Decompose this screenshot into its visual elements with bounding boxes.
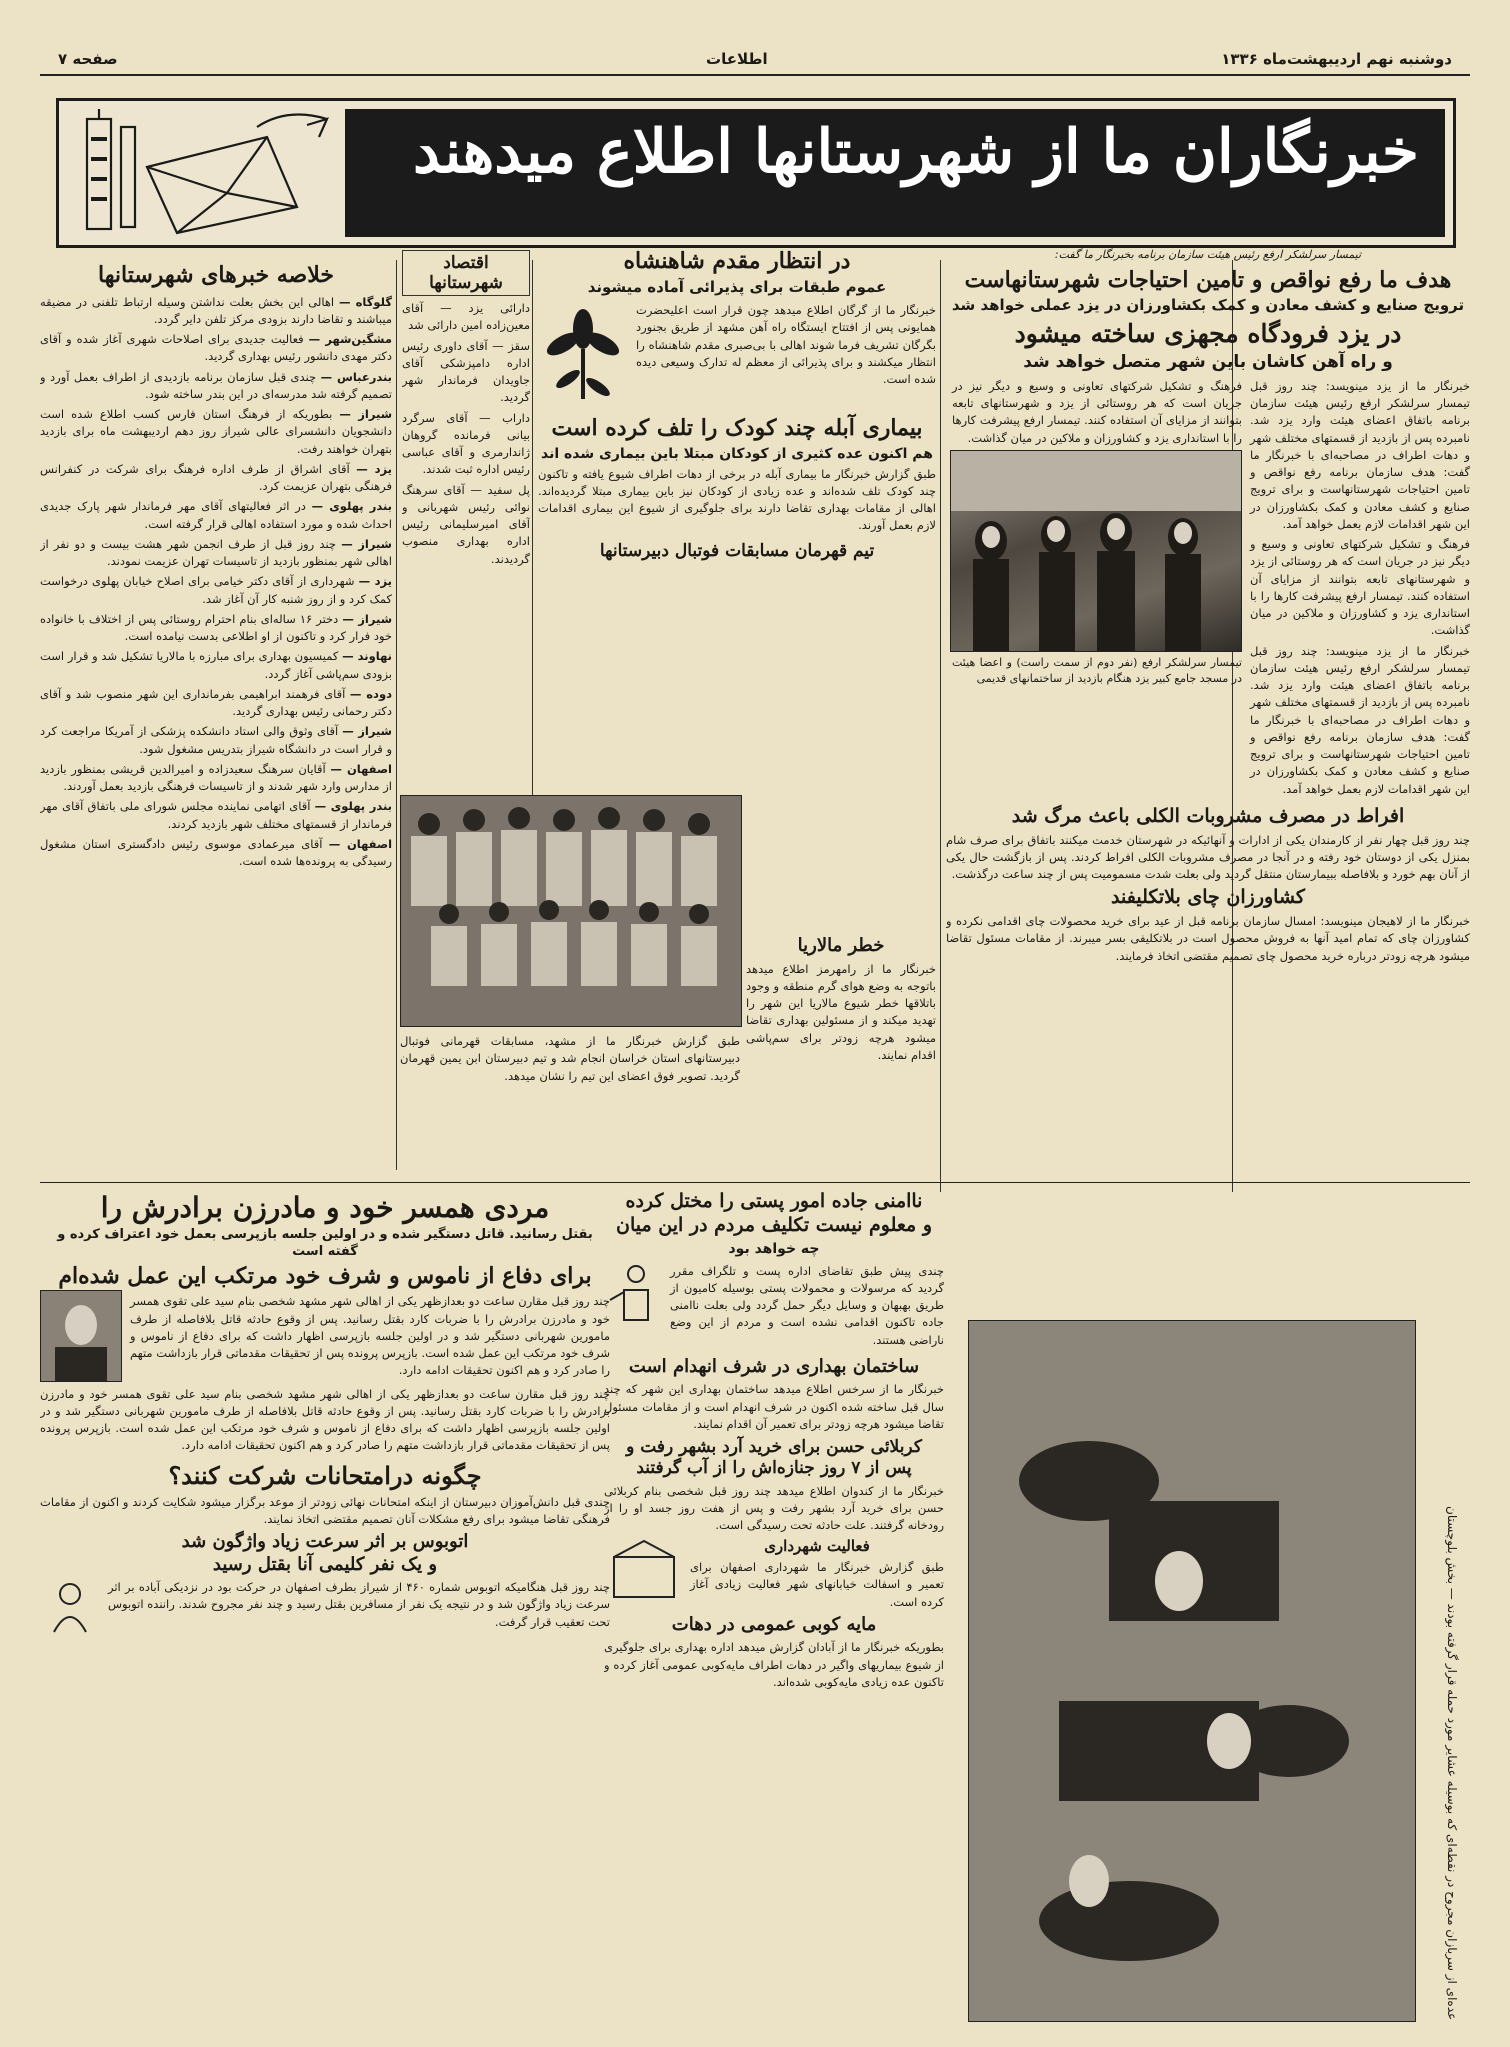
summary-item-city: بندرعباس — [320,369,392,384]
summary-item-text: آقای فرهمند ابراهیمی بفرمانداری این شهر منصوب شد و آقای دکتر رحمانی رئیس بهداری گردید. [40,686,392,718]
provincial-news-summary [40,262,392,1182]
lower-left-stories [40,1190,610,2030]
murder-body: چند روز قبل مقارن ساعت دو بعدازظهر یکی از اهالی شهر مشهد شخصی بنام سید علی تقوی همسر خود و مادرزن برادرش را با ضربات کارد بقتل رسانید. پس از وقوع حادثه قاتل بلافاصله از طرف مامورین شهربانی دستگیر شد و در اولین جلسه بازپرسی اظهار داشت که برای دفاع از ناموس و شرف خود مرتکب این عمل شده است. بازپرس پرونده پس از تحقیقات مقدماتی قرار بازداشت متهم را صادر کرد و هم اکنون تحقیقات ادامه دارد. [130,1294,610,1378]
running-paper-name: اطلاعات [706,50,768,68]
summary-item-city: شیراز — [342,724,392,739]
suspect-portrait [40,1290,122,1382]
economy-item-4: پل سفید — آقای سرهنگ نوائی رئیس شهربانی و آقای امیرسلیمانی رئیس اداره بهداری منصوب گردیدند. [402,482,530,566]
summary-item [40,536,392,571]
headline-bus-2: و یک نفر کلیمی آنا بقتل رسید [212,1553,438,1575]
summary-item-city: اصفهان — [328,836,392,851]
bus-body: چند روز قبل هنگامیکه اتوبوس شماره ۴۶۰ از شیراز بطرف اصفهان در حرکت بود در نزدیکی آباده بر اثر سرعت زیاد واژگون شد و در نتیجه یک نفر از مسافرین بقتل رسید و چند نفر مجروح شدند. راننده اتوبوس تحت تعقیب قرار گرفت. [108,1580,610,1629]
soldiers-photo-figures [969,1321,1415,2021]
summary-item-city: نهاوند — [342,649,392,664]
headline-road-insecurity-3: چه خواهد بود [728,1240,820,1257]
provincial-economy-logo: اقتصاد شهرستانها [402,250,530,296]
headline-karbalai-1: کربلائی حسن برای خرید آرد بشهر رفت و [626,1437,922,1458]
headline-malaria: خطر مالاریا [797,935,885,956]
summary-item [40,836,392,871]
running-page-number: صفحه ۷ [58,50,118,68]
yazd-photo [950,450,1242,652]
summary-item-city: شیراز — [339,407,392,421]
summary-item-text: آقای میرعمادی موسوی رئیس دادگستری استان مشغول رسیدگی به پرونده‌ها شده است. [40,836,392,868]
headline-bus-1: اتوبوس بر اثر سرعت زیاد واژگون شد [181,1531,469,1553]
subhead-yazd-2: ترویج صنایع و کشف معادن و کمک بکشاورزان در یزد عملی خواهد شد [951,296,1465,314]
section-banner [56,98,1456,248]
summary-item [40,498,392,533]
kicker: تیمسار سرلشکر ارفع رئیس هیئت سازمان برنامه بخبرنگار ما گفت: [1054,248,1362,261]
subhead-shah-visit: عموم طبقات برای پذیرائی آماده میشوند [587,277,887,296]
summary-item-city: اصفهان — [330,761,392,776]
city-emblem-icon [604,1537,684,1607]
headline-road-insecurity-2: و معلوم نیست تکلیف مردم در این میان [616,1213,932,1236]
headline-road-insecurity-1: ناامنی جاده امور پستی را مختل کرده [625,1190,923,1212]
economy-item-1: دارائی یزد — آقای معین‌زاده امین دارائی شد [402,301,530,333]
headline-football: تیم قهرمان مسابقات فوتبال دبیرستانها [599,540,875,561]
headline-shah-visit: در انتظار مقدم شاهنشاه [623,248,851,274]
headline-murder-3: برای دفاع از ناموس و شرف خود مرتکب این عمل شده‌ام [58,1262,592,1289]
malaria-body: خبرنگار ما از رامهرمز اطلاع میدهد باتوجه به وضع هوای گرم منطقه و وجود باتلاقها خطر شیوع مالاریا این شهر را تهدید میکند و از مسئولین بهداری تقاضا میشود هرچه زودتر برای سم‌پاشی اقدام نمایند. [746,961,936,1062]
portrait-figure [41,1291,121,1381]
summary-item-city: شیراز — [341,536,392,551]
banner-title: خبرنگاران ما از شهرستانها اطلاع میدهند [413,117,1419,187]
summary-item-city: بندر پهلوی — [314,799,392,814]
summary-item-city: شیراز — [342,611,392,626]
karbalai-body: خبرنگار ما از کندوان اطلاع میدهد چند روز قبل شخصی بنام کربلائی حسن برای خرید آرد بشهر رفت و پس از هفت روز جسد او را از رودخانه گرفتند. علت حادثه تحت رسیدگی است. [604,1483,944,1533]
yazd-body-1: خبرنگار ما از یزد مینویسد: چند روز قبل تیمسار سرلشکر ارفع رئیس هیئت سازمان برنامه باتفاق اعضای هیئت وارد یزد شد. نامبرده پس از بازدید از قسمتهای مختلف شهر و دهات اطراف در مصاحبه‌ای با خبرنگار ما گفت: هدف سازمان برنامه رفع نواقص و تامین احتیاجات شهرستانهاست و برای ترویج صنایع و کشف معادن و کمک بکشاورزان در این شهر اقدامات لازم بعمل خواهد آمد. [1250,378,1470,531]
subhead-yazd-4: و راه آهن کاشان باین شهر متصل خواهد شد [1023,351,1393,372]
headline-tea-farmers: کشاورزان چای بلاتکلیفند [1111,886,1305,909]
yazd-story [946,244,1470,1189]
summary-item-text: کمیسیون بهداری برای مبارزه با مالاریا تشکیل شد و قرار است بزودی سم‌پاشی آغاز گردد. [40,649,392,681]
summary-item-city: مشگین‌شهر — [308,332,392,346]
summary-item [40,611,392,646]
headline-vaccination: مایه کوبی عمومی در دهات [671,1613,877,1635]
summary-item [40,761,392,796]
municipality-body: طبق گزارش خبرنگار ما شهرداری اصفهان برای تعمیر و اسفالت خیابانهای شهر فعالیت زیادی آغاز کرده است. [690,1560,944,1609]
summary-item-text: بطوریکه از فرهنگ استان فارس کسب اطلاع شده است دانشجویان دانشسرای عالی شیراز روز دهم اردیبهشت ماه برای بازدید بتهران خواهند رفت. [40,407,392,456]
headline-yazd-3: در یزد فرودگاه مجهزی ساخته میشود [1014,318,1402,348]
summary-item [40,294,392,329]
center-lower-stories [604,1190,944,2030]
subhead-smallpox: هم اکنون عده کثیری از کودکان مبتلا باین بیماری شده اند [540,445,933,462]
summary-item-text: آقای اشراق از طرف اداره فرهنگ برای شرکت در کنفرانس فرهنگی بتهران عزیمت کرد. [40,461,392,493]
road-insecurity-body: چندی پیش طبق تقاضای اداره پست و تلگراف مقرر گردید که مرسولات و محمولات پستی بوسیله کامیون از طریق بهبهان و وسایل دیگر حمل گردد ولی بعلت ناامنی جاده تاکنون اقدامی نشده است و مردم از این وضع ناراضی هستند. [670,1263,944,1347]
column-rule [940,260,941,1192]
malaria-story [746,935,936,1180]
exams-body: چندی قبل دانش‌آموزان دبیرستان از اینکه امتحانات نهائی زودتر از موعد برگزار میشود شکایت کردند و اکنون از مقامات فرهنگی تقاضا میشود برای رفع مشکلات آنان تصمیم مقتضی اتخاذ نمایند. [40,1494,610,1526]
summary-item-city: دوده — [349,686,392,701]
summary-item [40,461,392,496]
summary-list [40,294,392,871]
headline-alcohol: افراط در مصرف مشروبات الکلی باعث مرگ شد [1011,804,1405,827]
banner-black-panel [345,109,1445,237]
summary-item-text: آقای وثوق والی استاد دانشکده پزشکی از آمریکا مراجعت کرد و قرار است در دانشگاه شیراز بتدریس مشغول شود. [40,724,392,756]
smallpox-body: طبق گزارش خبرنگار ما بیماری آبله در برخی از دهات اطراف شیوع یافته و تاکنون چند کودک تلف شده‌اند و عده زیادی از کودکان نیز باین بیماری مبتلا گردیده‌اند. اهالی از مقامات بهداری تقاضا دارند برای جلوگیری از شیوع این بیماری اقدامات لازم بعمل آورند. [538,466,936,533]
headline-murder-1: مردی همسر خود و مادرزن برادرش را [100,1191,550,1224]
shah-visit-body: خبرنگار ما از گرگان اطلاع میدهد چون قرار است اعلیحضرت همایونی پس از افتتاح ایستگاه راه آهن مشهد از طریق بجنورد بگرگان تشریف فرما شوند اهالی با بی‌صبری مقدم شاهنشاه را انتظار میکشند و برای پذیرائی از معظم له تدارک وسیعی دیده شده است. [636,303,936,386]
summary-item [40,573,392,608]
headline-smallpox: بیماری آبله چند کودک را تلف کرده است [551,415,923,441]
yazd-body-1b: خبرنگار ما از یزد مینویسد: چند روز قبل تیمسار سرلشکر ارفع رئیس هیئت سازمان برنامه باتفاق اعضای هیئت وارد یزد شد. نامبرده پس از بازدید از قسمتهای مختلف شهر و دهات اطراف در مصاحبه‌ای با خبرنگار ما گفت: هدف سازمان برنامه رفع نواقص و تامین احتیاجات شهرستانهاست و برای ترویج صنایع و کشف معادن و کمک بکشاورزان در این شهر اقدامات لازم بعمل خواهد آمد. [1250,643,1470,796]
summary-item-text: دختر ۱۶ ساله‌ای بنام احترام روستائی پس از اختلاف با خانواده خود فرار کرد و تاکنون از او اطلاعی بدست نیامده است. [40,611,392,643]
summary-item-city: یزد — [358,574,392,589]
headline-news-summary: خلاصه خبرهای شهرستانها [98,262,334,288]
football-caption-block [400,1030,740,1180]
headline-health-building: ساختمان بهداری در شرف انهدام است [628,1355,920,1377]
summary-item [40,798,392,833]
summary-item-text: چند روز قبل از طرف انجمن شهر هشت بیست و دو نفر از اهالی شهر بمنظور بازدید از تاسیسات تهران عزیمت نمودند. [40,536,392,568]
football-caption: طبق گزارش خبرنگار ما از مشهد، مسابقات قهرمانی فوتبال دبیرستانهای استان خراسان انجام شد و تیم دبیرستان ابن یمین قهرمان گردید. تصویر فوق اعضای این تیم را نشان میدهد. [400,1034,740,1083]
summary-item-city: یزد — [356,461,392,476]
flower-ornament-icon [538,299,628,409]
summary-item [40,686,392,721]
summary-item-text: در اثر فعالیتهای آقای مهر فرماندار شهر پارک جدیدی احداث شده و مورد استفاده اهالی قرار گرفته است. [40,499,392,531]
summary-item-text: شهرداری از آقای دکتر خیامی برای اصلاح خیابان پهلوی درخواست کمک کرد و از روز شنبه کار آن آغاز شد. [40,574,392,606]
summary-item [40,331,392,366]
yazd-photo-caption: تیمسار سرلشکر ارفع (نفر دوم از سمت راست) و اعضا هیئت در مسجد جامع کبیر یزد هنگام بازدید از ساختمانهای قدیمی [952,655,1242,685]
summary-item-text: آقایان سرهنگ سعیدزاده و امیرالدین قریشی بمنظور بازدید از مدارس وارد شهر شدند و از تاسیسات فرهنگی بازدید بعمل آوردند. [40,761,392,793]
sketch-figure-icon [40,1576,100,1636]
health-building-body: خبرنگار ما از سرخس اطلاع میدهد ساختمان بهداری این شهر که چند سال قبل ساخته شده اکنون در شرف انهدام است و از مقامات مسئول تقاضا میشود هرچه زودتر برای تعمیر آن اقدام نمایند. [604,1382,944,1431]
subhead-murder-2: بقتل رسانید. قاتل دستگیر شده و در اولین جلسه بازپرسی بعمل خود اعتراف کرده و گفته است [57,1227,593,1259]
alcohol-body: چند روز قبل چهار نفر از کارمندان یکی از ادارات و آنهائیکه در شهرستان خدمت میکنند باتفاق برای صرف شام بمنزل یکی از دوستان خود رفته و در آنجا در مصرف مشروبات الکلی افراط کردند. پس از بازگشت حال یکی از آنان بهم خورد و بلافاصله ببیمارستان منتقل گردید ولی بعلت شدت مسمومیت پس از چند ساعت درگذشت. [946,832,1470,882]
summary-item [40,369,392,404]
tea-farmers-body: خبرنگار ما از لاهیجان مینویسد: امسال سازمان برنامه قبل از عید برای خرید محصولات چای اقدامی نکرده و کشاورزان چای که تمام امید آنها به فروش محصول است در بلاتکلیفی بسر میبرند. از مقامات مسئول تقاضا میشود هرچه زودتر درباره خرید محصول چای تصمیم مقتضی اتخاذ فرمایند. [946,914,1470,963]
summary-item-text: آقای اتهامی نماینده مجلس شورای ملی باتفاق آقای مهر فرماندار از قسمتهای مختلف شهر بازدید کردند. [40,799,392,831]
summary-item-city: گلوگاه — [338,294,392,309]
football-team-photo [400,795,742,1027]
yazd-body-2: فرهنگ و تشکیل شرکتهای تعاونی و وسیع و دیگر نیز در جریان است که هر روستائی از یزد و شهرستانهای تابعه بتوانند از مزایای آن استفاده کنند. تیمسار ارفع پیشرفت کارها را با استانداری یزد و کشاورزان و ملاکین در میان گذاشت. [1250,537,1470,638]
team-players [401,796,741,1026]
economy-item-2: سقز — آقای داوری رئیس اداره دامپزشکی آقای جاویدان فرماندار شهر گردید. [402,338,530,405]
vaccination-body: بطوریکه خبرنگار ما از آبادان گزارش میدهد اداره بهداری برای جلوگیری از شیوع بیماریهای واگیر در دهات اطراف مایه‌کوبی عمومی آغاز کرده و تاکنون عده زیادی مایه‌کوبی شده‌اند. [604,1640,944,1689]
envelope-illustration [67,107,347,241]
summary-item [40,648,392,683]
headline-municipality: فعالیت شهرداری [764,1537,870,1556]
headline-yazd-1: هدف ما رفع نواقص و تامین احتیاجات شهرستانهاست [964,266,1452,293]
summary-item [40,723,392,758]
murder-body-cont: چند روز قبل مقارن ساعت دو بعدازظهر یکی از اهالی شهر مشهد شخصی بنام سید علی تقوی همسر خود و مادرزن برادرش را با ضربات کارد بقتل رسانید. پس از وقوع حادثه قاتل بلافاصله از طرف مامورین شهربانی دستگیر شد و در اولین جلسه بازپرسی اظهار داشت که برای دفاع از ناموس و شرف خود مرتکب این عمل شده است. بازپرس پرونده پس از تحقیقات مقدماتی قرار بازداشت متهم را صادر کرد و هم اکنون تحقیقات ادامه دارد. [40,1386,610,1453]
soldiers-photo-caption: عده‌ای از سربازان مجروح در نقطه‌ای که بوسیله عشایر مورد حمله قرار گرفته بودند — بخش بلوچستان [1445,1505,1459,2020]
running-date: دوشنبه نهم اردیبهشت‌ماه ۱۳۳۶ [1221,50,1452,68]
postman-sketch-icon [604,1260,664,1330]
summary-item-city: بندر پهلوی — [311,499,392,514]
column-rule [396,260,397,1170]
summary-item-text: اهالی این بخش بعلت نداشتن وسیله ارتباط تلفنی در مضیقه میباشند و تقاضا دارند بزودی مرکز تلفن دایر گردد. [40,294,392,326]
provincial-economy [402,250,530,790]
summary-item [40,406,392,458]
header-rule [40,74,1470,76]
yazd-body-2b: فرهنگ و تشکیل شرکتهای تعاونی و وسیع و دیگر نیز در جریان است که هر روستائی از یزد و شهرستانهای تابعه بتوانند از مزایای آن استفاده کنند. تیمسار ارفع پیشرفت کارها را با استانداری یزد و کشاورزان و ملاکین در میان گذاشت. [952,378,1242,445]
economy-item-3: داراب — آقای سرگرد بیانی فرمانده گروهان ژاندارمری و آقای عباسی رئیس اداره ثبت شدند. [402,410,530,477]
soldiers-photo [968,1320,1416,2022]
headline-exams: چگونه درامتحانات شرکت کنند؟ [168,1460,482,1490]
summary-item-text: فعالیت جدیدی برای اصلاحات شهری آغاز شده و آقای دکتر مهدی دانشور رئیس بهداری گردید. [40,332,392,364]
summary-item-text: چندی قبل سازمان برنامه بازدیدی از اطراف بعمل آورد و تصمیم گرفته شد مدرسه‌ای در این بندر ساخته شود. [40,369,392,401]
headline-karbalai-2: پس از ۷ روز جنازه‌اش را از آب گرفتند [636,1458,912,1479]
group-photo-figures [951,451,1241,651]
